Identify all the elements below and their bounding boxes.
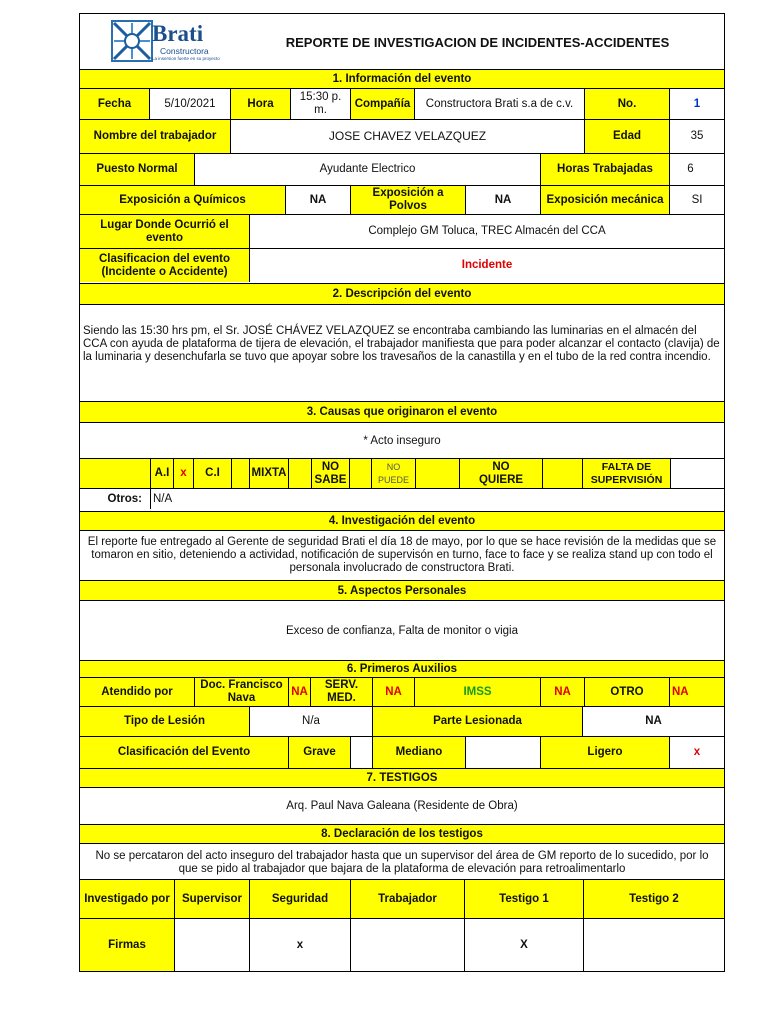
horas-value: 6 <box>669 154 711 185</box>
section-8-title: 8. Declaración de los testigos <box>80 824 724 844</box>
causa-value: * Acto inseguro <box>363 434 441 447</box>
compania-label: Compañía <box>350 89 414 119</box>
mixta-label: MIXTA <box>249 459 288 488</box>
parte-lesionada-label: Parte Lesionada <box>372 707 582 736</box>
mecanica-label: Exposición mecánica <box>540 186 669 214</box>
supervisor-label: Supervisor <box>174 880 249 918</box>
no-value: 1 <box>669 89 724 119</box>
trabajador-label: Trabajador <box>350 880 464 918</box>
hora-value: 15:30 p. m. <box>290 89 350 119</box>
polvos-value: NA <box>465 186 540 214</box>
company-logo <box>110 19 240 63</box>
falta-supervision-mark <box>670 459 724 488</box>
section-3-title: 3. Causas que originaron el evento <box>80 401 724 423</box>
puesto-value: Ayudante Electrico <box>194 154 540 185</box>
tipo-lesion-label: Tipo de Lesión <box>80 707 249 736</box>
logo-tagline: La insersion fuerte en su proyecto <box>152 56 220 61</box>
tipo-lesion-value: N/a <box>249 707 372 736</box>
ligero-mark: x <box>669 737 724 768</box>
falta-supervision-label: FALTA DE SUPERVISIÓN <box>582 459 670 488</box>
descripcion-text: Siendo las 15:30 hrs pm, el Sr. JOSÉ CHÁVEZ VELAZQUEZ se encontraba cambiando las luminarias en el almacén del CCA con ayuda de plataforma de tijera de elevación, el trabajador manifiesta que para poder alcanzar el contacto (clavija) de la luminaria y desenchufarla se tuvo que apoyar sobre los travesaños de la canastilla y en el tubo de la red contra incendio. <box>83 325 720 363</box>
aspectos-text: Exceso de confianza, Falta de monitor o vigia <box>285 624 519 637</box>
polvos-label: Exposición a Polvos <box>350 186 465 214</box>
clasificacion-value: Incidente <box>249 249 724 282</box>
fecha-label: Fecha <box>80 89 149 119</box>
grave-mark <box>350 737 372 768</box>
quimicos-label: Exposición a Químicos <box>80 186 285 214</box>
trabajador-signature <box>350 919 464 971</box>
no-puede-mark <box>415 459 459 488</box>
testigos-text: Arq. Paul Nava Galeana (Residente de Obra) <box>286 799 518 812</box>
puesto-label: Puesto Normal <box>80 154 194 185</box>
parte-lesionada-value: NA <box>582 707 724 736</box>
lugar-label: Lugar Donde Ocurrió el evento <box>80 215 249 248</box>
supervisor-signature <box>174 919 249 971</box>
doctor-label: Doc. Francisco Nava <box>194 678 288 706</box>
compania-value: Constructora Brati s.a de c.v. <box>414 89 584 119</box>
serv-med-label: SERV. MED. <box>310 678 372 706</box>
quimicos-value: NA <box>285 186 350 214</box>
mediano-mark <box>465 737 540 768</box>
otro-label: OTRO <box>584 678 669 706</box>
mecanica-value: SI <box>669 186 724 214</box>
testigo-1-label: Testigo 1 <box>464 880 583 918</box>
brati-logo-icon <box>110 19 154 63</box>
ai-mark: x <box>173 459 193 488</box>
firmas-label: Firmas <box>80 919 174 971</box>
fecha-value: 5/10/2021 <box>149 89 230 119</box>
section-2-title: 2. Descripción del evento <box>80 283 724 305</box>
atendido-label: Atendido por <box>80 678 194 706</box>
testigo-2-signature <box>583 919 724 971</box>
section-7-title: 7. TESTIGOS <box>80 768 724 788</box>
no-sabe-label: NO SABE <box>311 459 349 488</box>
investigacion-text: El reporte fue entregado al Gerente de seguridad Brati el día 18 de mayo, por lo que se hace revisión de la medidas que se tomaron en sitio, deteniendo a actividad, notificación de supervisón en turno, face to face y se realiza stand up con todo el personala involucrado de constructora Brati. <box>87 536 717 574</box>
section-6-title: 6. Primeros Auxilios <box>80 660 724 678</box>
section-5-title: 5. Aspectos Personales <box>80 580 724 601</box>
otros-label: Otros: <box>107 492 142 505</box>
otros-value: N/A <box>150 489 724 509</box>
seguridad-signature: x <box>249 919 350 971</box>
horas-label: Horas Trabajadas <box>540 154 669 185</box>
mediano-label: Mediano <box>372 737 465 768</box>
logo-subtitle: Constructora <box>160 46 209 56</box>
otro-value: NA <box>669 678 724 706</box>
testigo-1-signature: X <box>464 919 583 971</box>
ligero-label: Ligero <box>540 737 669 768</box>
grave-label: Grave <box>288 737 350 768</box>
report-title: REPORTE DE INVESTIGACION DE INCIDENTES-ACCIDENTES <box>285 34 670 50</box>
nombre-value: JOSE CHAVEZ VELAZQUEZ <box>230 120 584 153</box>
no-puede-label: NO PUEDE <box>371 459 415 488</box>
no-quiere-mark <box>542 459 582 488</box>
ci-label: C.I <box>193 459 231 488</box>
logo-name: Brati <box>152 21 204 46</box>
no-sabe-mark <box>349 459 371 488</box>
edad-label: Edad <box>584 120 669 153</box>
investigado-por-label: Investigado por <box>80 880 174 918</box>
doctor-value: NA <box>288 678 310 706</box>
section-4-title: 4. Investigación del evento <box>80 511 724 531</box>
testigo-2-label: Testigo 2 <box>583 880 724 918</box>
hora-label: Hora <box>230 89 290 119</box>
serv-med-value: NA <box>372 678 414 706</box>
imss-label: IMSS <box>414 678 540 706</box>
clasificacion-evento-label: Clasificación del Evento <box>80 737 288 768</box>
ci-mark <box>231 459 249 488</box>
clasificacion-label: Clasificacion del evento (Incidente o Accidente) <box>80 249 249 282</box>
no-quiere-label: NO QUIERE <box>459 459 542 488</box>
causas-blank <box>80 459 150 488</box>
ai-label: A.I <box>150 459 173 488</box>
seguridad-label: Seguridad <box>249 880 350 918</box>
declaracion-text: No se percataron del acto inseguro del trabajador hasta que un supervisor del área de GM reporto de lo sucedido, por lo que se pido al trabajador que bajara de la plataforma de elevación para retroalimentarlo <box>95 850 709 875</box>
edad-value: 35 <box>669 120 724 153</box>
mixta-mark <box>288 459 311 488</box>
nombre-label: Nombre del trabajador <box>80 120 230 153</box>
section-1-title: 1. Información del evento <box>80 69 724 89</box>
no-label: No. <box>584 89 669 119</box>
lugar-value: Complejo GM Toluca, TREC Almacén del CCA <box>249 215 724 248</box>
imss-value: NA <box>540 678 584 706</box>
